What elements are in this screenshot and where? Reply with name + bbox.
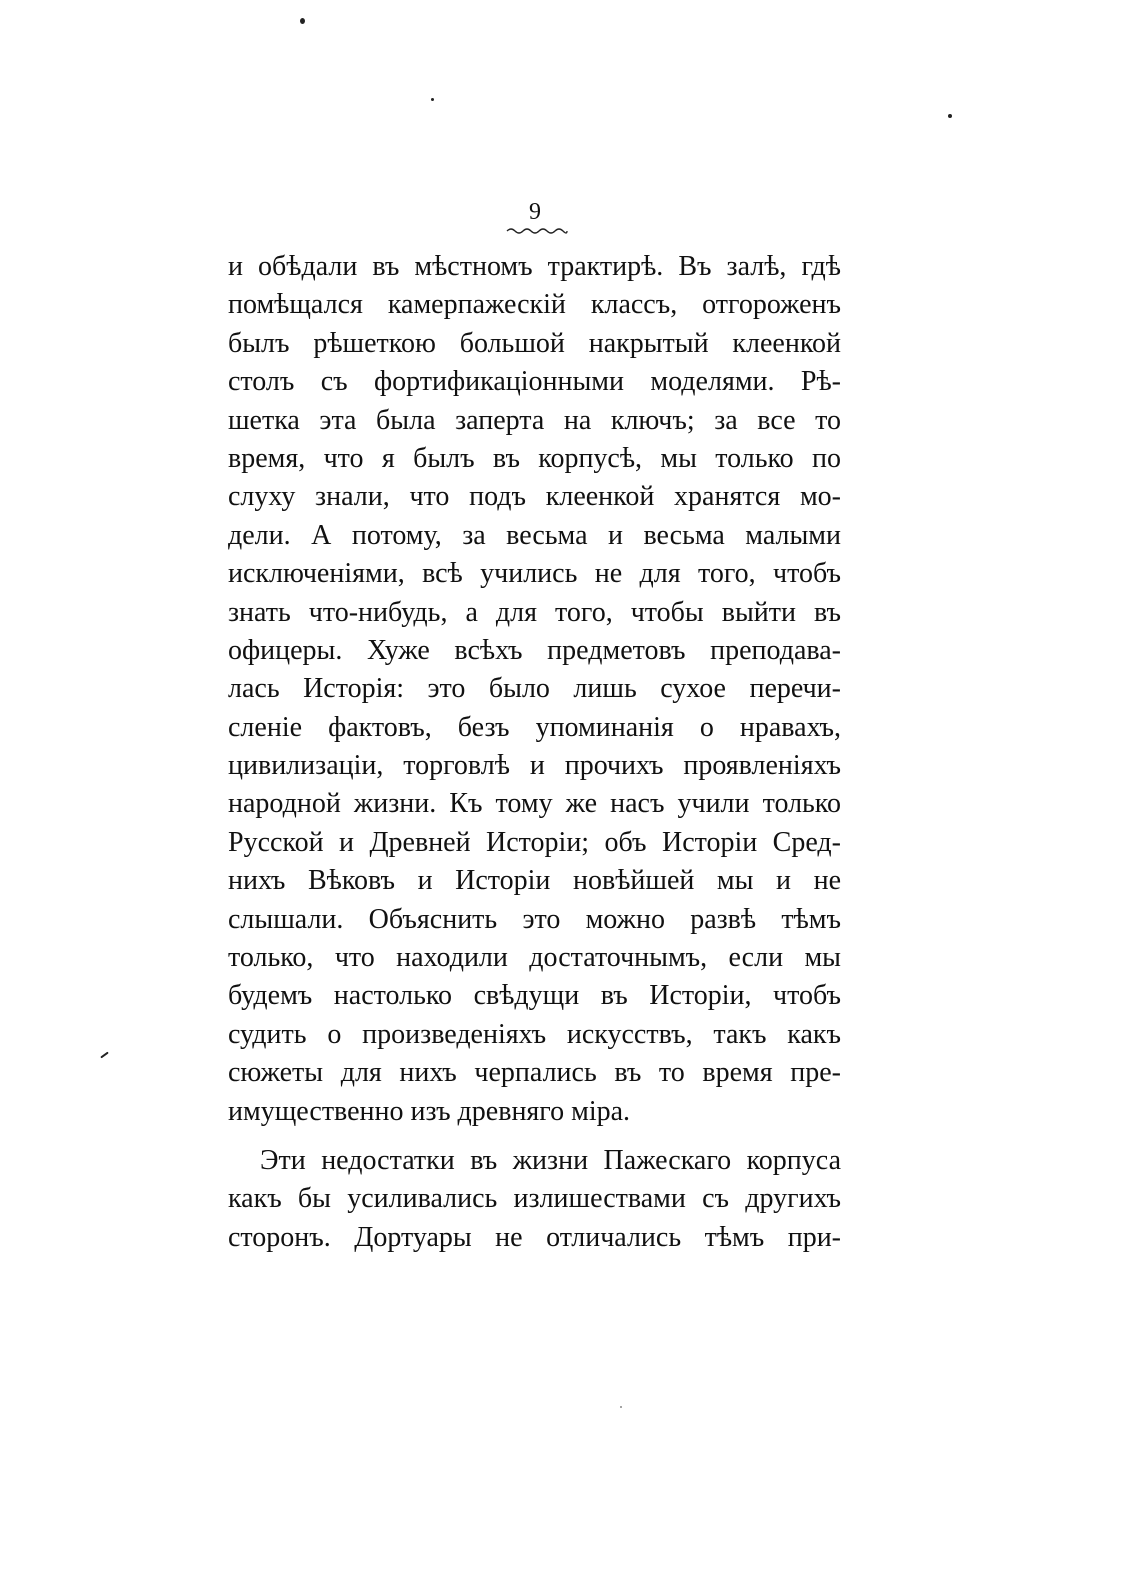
scan-speck bbox=[620, 1406, 622, 1408]
text-line: время, что я былъ въ корпусѣ, мы только по bbox=[228, 442, 841, 474]
text-line: сюжеты для нихъ черпались въ то время пре- bbox=[228, 1057, 841, 1089]
text-line: офицеры. Хуже всѣхъ предметовъ преподава- bbox=[228, 634, 841, 666]
text-line: слышали. Объяснить это можно развѣ тѣмъ bbox=[228, 903, 841, 935]
paragraph-gap bbox=[228, 1131, 841, 1142]
scan-speck bbox=[948, 114, 952, 118]
text-line: и обѣдали въ мѣстномъ трактирѣ. Въ залѣ, гдѣ bbox=[228, 251, 841, 282]
text-line: шетка эта была заперта на ключъ; за все то bbox=[228, 404, 841, 436]
text-line: помѣщался камерпажескій классъ, отгороженъ bbox=[228, 289, 841, 321]
text-line: слуху знали, что подъ клеенкой хранятся мо- bbox=[228, 481, 841, 513]
scan-speck bbox=[431, 98, 434, 101]
text-line: какъ бы усиливались излишествами съ другихъ bbox=[228, 1183, 841, 1215]
text-line: сленіе фактовъ, безъ упоминанія о нравахъ, bbox=[228, 711, 841, 743]
text-line: нихъ Вѣковъ и Исторіи новѣйшей мы и не bbox=[228, 865, 841, 897]
text-line: столъ съ фортификаціонными моделями. Рѣ- bbox=[228, 366, 841, 398]
scan-speck bbox=[100, 1052, 109, 1059]
text-line: знать что-нибудь, а для того, чтобы выйти въ bbox=[228, 596, 841, 628]
text-line: будемъ настолько свѣдущи въ Исторіи, чтобъ bbox=[228, 980, 841, 1012]
body-text bbox=[228, 248, 841, 1257]
text-line: лась Исторія: это было лишь сухое перечи- bbox=[228, 673, 841, 705]
text-line: дели. А потому, за весьма и весьма малыми bbox=[228, 519, 841, 551]
text-line: имущественно изъ древняго міра. bbox=[228, 1095, 631, 1127]
text-line: Русской и Древней Исторіи; объ Исторіи Сред- bbox=[228, 826, 841, 858]
page-number: 9 bbox=[529, 199, 541, 225]
text-line: исключеніями, всѣ учились не для того, чтобъ bbox=[228, 558, 841, 590]
paragraph bbox=[228, 248, 841, 1131]
text-line: судить о произведеніяхъ искусствъ, такъ какъ bbox=[228, 1018, 841, 1050]
text-line: былъ рѣшеткою большой накрытый клеенкой bbox=[228, 327, 841, 359]
paragraph bbox=[228, 1142, 841, 1257]
scan-speck bbox=[300, 18, 305, 24]
text-line: народной жизни. Къ тому же насъ учили только bbox=[228, 788, 841, 820]
ornamental-wavy-rule bbox=[505, 225, 569, 237]
text-line: Эти недостатки въ жизни Пажескаго корпуса bbox=[260, 1144, 841, 1176]
text-line: сторонъ. Дортуары не отличались тѣмъ при- bbox=[228, 1221, 841, 1253]
text-line: цивилизаціи, торговлѣ и прочихъ проявленіяхъ bbox=[228, 750, 841, 782]
text-line: только, что находили достаточнымъ, если мы bbox=[228, 942, 841, 974]
